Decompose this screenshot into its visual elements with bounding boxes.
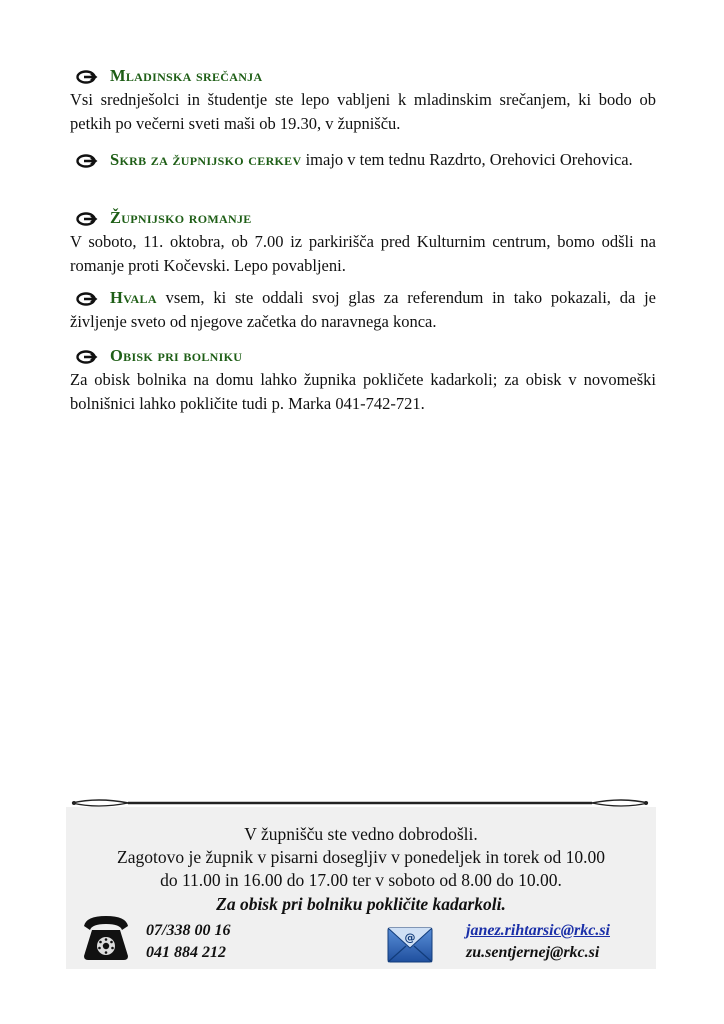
announcement-body-row xyxy=(70,286,656,334)
announcement-heading: Mladinska srečanja xyxy=(110,66,263,85)
email-parish[interactable]: zu.sentjernej@rkc.si xyxy=(466,944,600,961)
announcement-heading-row xyxy=(70,206,656,230)
arrow-right-icon xyxy=(76,210,98,226)
announcement-pilgrimage xyxy=(70,206,656,278)
announcement-sick-visit xyxy=(70,344,656,416)
announcement-body: V soboto, 11. oktobra, ob 7.00 iz parkirišča pred Kulturnim centrum, bomo odšli na romanje proti Kočevski. Lepo povabljeni. xyxy=(70,232,656,275)
announcement-body: Za obisk bolnika na domu lahko župnika pokličete kadarkoli; za obisk v novomeški bolnišnici lahko pokličite tudi p. Marka 041-742-721. xyxy=(70,370,656,413)
announcement-thanks xyxy=(70,286,656,334)
phone-number-2[interactable]: 041 884 212 xyxy=(146,944,226,961)
announcement-body-row xyxy=(70,148,656,172)
announcement-body: imajo v tem tednu Razdrto, Orehovici Orehovica. xyxy=(305,150,633,169)
arrow-right-icon xyxy=(76,68,98,84)
announcement-heading: Skrb za župnijsko cerkev xyxy=(110,150,302,169)
footer-hours-line1: Zagotovo je župnik v pisarni dosegljiv v ponedeljek in torek od 10.00 xyxy=(117,847,605,867)
announcement-heading-row xyxy=(70,344,656,368)
arrow-right-icon xyxy=(76,290,98,306)
arrow-right-icon xyxy=(76,348,98,364)
footer-hours-line2: do 11.00 in 16.00 do 17.00 ter v soboto od 8.00 do 10.00. xyxy=(160,870,562,890)
announcement-heading-row xyxy=(70,64,656,88)
email-envelope-icon xyxy=(386,922,434,966)
decorative-divider xyxy=(68,795,652,811)
email-link-priest[interactable]: janez.rihtarsic@rkc.si xyxy=(466,922,610,939)
footer-visit-note: Za obisk pri bolniku pokličite kadarkoli. xyxy=(216,894,506,914)
footer-welcome: V župnišču ste vedno dobrodošli. xyxy=(244,824,478,844)
phone-number-1[interactable]: 07/338 00 16 xyxy=(146,922,231,939)
announcement-body: Vsi srednješolci in študentje ste lepo vabljeni k mladinskim srečanjem, ki bodo ob petkih po večerni sveti maši ob 19.30, v župnišču. xyxy=(70,90,656,133)
arrow-right-icon xyxy=(76,152,98,168)
announcement-youth-meetings xyxy=(70,64,656,136)
announcement-body: vsem, ki ste oddali svoj glas za referendum in tako pokazali, da je življenje sveto od njegove začetka do naravnega konca. xyxy=(70,288,656,331)
announcement-heading: Župnijsko romanje xyxy=(110,208,252,227)
announcement-heading: Obisk pri bolniku xyxy=(110,346,243,365)
announcement-church-care xyxy=(70,148,656,172)
announcement-heading: Hvala xyxy=(110,288,157,307)
svg-text:@: @ xyxy=(404,931,416,944)
telephone-icon xyxy=(78,912,134,962)
